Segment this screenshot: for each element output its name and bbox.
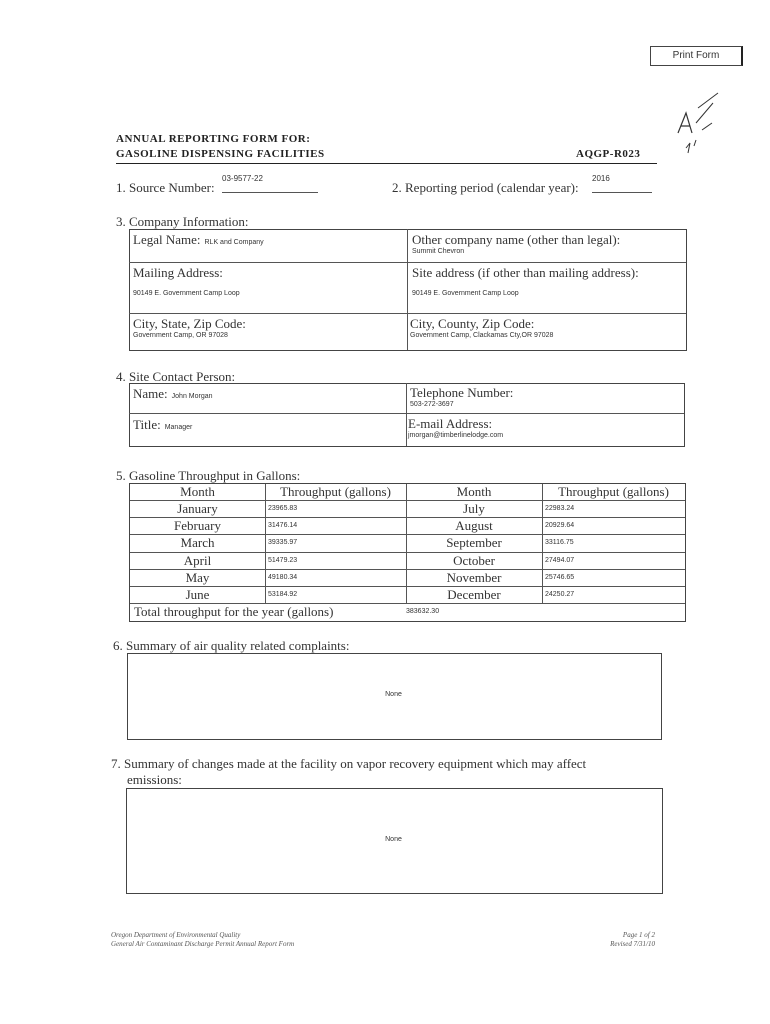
- changes-label-line1: 7. Summary of changes made at the facility on vapor recovery equipment which may affect: [111, 756, 587, 771]
- contact-title-label: Title:: [133, 417, 161, 432]
- table-value-cell[interactable]: 53184.92: [268, 591, 298, 598]
- other-name-value: Summit Chevron: [412, 248, 465, 255]
- complaints-label: 6. Summary of air quality related complaints:: [113, 638, 350, 653]
- print-form-button[interactable]: Print Form: [650, 46, 743, 66]
- telephone-field[interactable]: [410, 385, 680, 411]
- form-title-line2: GASOLINE DISPENSING FACILITIES: [116, 148, 325, 160]
- footer-revised: Revised 7/31/10: [610, 940, 655, 948]
- telephone-value: 503-272-3697: [410, 401, 454, 408]
- throughput-table: [129, 483, 686, 622]
- email-value: jmorgan@timberlinelodge.com: [408, 432, 504, 439]
- city-state-zip-value: Government Camp, OR 97028: [133, 332, 228, 339]
- table-value-cell[interactable]: 49180.34: [268, 573, 298, 581]
- source-number-field[interactable]: [222, 174, 318, 193]
- footer-agency: Oregon Department of Environmental Quality: [111, 931, 241, 939]
- contact-name-field[interactable]: [133, 385, 401, 411]
- table-month-cell: August: [455, 518, 493, 534]
- contact-name-value: John Morgan: [171, 393, 213, 400]
- site-address-value: 90149 E. Government Camp Loop: [412, 290, 519, 297]
- city-county-zip-value: Government Camp, Clackamas Cty,OR 97028: [410, 332, 554, 339]
- table-value-cell[interactable]: 25746.65: [545, 573, 575, 581]
- table-value-cell[interactable]: 20929.64: [545, 522, 575, 530]
- reporting-period-field[interactable]: [592, 174, 652, 193]
- table-value-cell[interactable]: 22983.24: [545, 505, 575, 512]
- email-label: E-mail Address:: [408, 416, 493, 431]
- source-number-label: 1. Source Number:: [116, 180, 215, 195]
- footer-form-name: General Air Contaminant Discharge Permit Annual Report Form: [111, 940, 295, 948]
- legal-name-value: RLK and Company: [204, 239, 264, 246]
- table-value-cell[interactable]: 23965.83: [268, 505, 298, 512]
- city-state-zip-field[interactable]: [133, 316, 403, 348]
- site-address-label: Site address (if other than mailing address):: [412, 265, 639, 280]
- table-month-cell: February: [174, 518, 221, 534]
- table-header-throughput: Throughput (gallons): [558, 484, 669, 499]
- changes-label-line2: emissions:: [127, 772, 182, 787]
- reporting-period-value: 2016: [592, 174, 610, 183]
- legal-name-label: Legal Name:: [133, 232, 201, 247]
- footer-page: Page 1 of 2: [622, 931, 655, 939]
- table-value-cell[interactable]: 33116.75: [545, 539, 574, 547]
- throughput-label: 5. Gasoline Throughput in Gallons:: [116, 468, 301, 483]
- contact-name-label: Name:: [133, 386, 168, 401]
- table-month-cell: June: [185, 587, 210, 602]
- contact-title-field[interactable]: [133, 416, 401, 442]
- table-header-month: Month: [456, 484, 492, 499]
- legal-name-field[interactable]: [133, 231, 403, 261]
- city-county-zip-label: City, County, Zip Code:: [410, 316, 535, 331]
- city-county-zip-field[interactable]: [410, 316, 682, 348]
- other-name-label: Other company name (other than legal):: [412, 232, 621, 247]
- source-number-value: 03-9577-22: [222, 174, 263, 183]
- total-throughput-label: Total throughput for the year (gallons): [134, 604, 334, 620]
- table-header-throughput: Throughput (gallons): [280, 484, 391, 499]
- email-field[interactable]: [408, 416, 680, 442]
- table-month-cell: March: [180, 535, 215, 551]
- reporting-period-label: 2. Reporting period (calendar year):: [392, 180, 579, 195]
- mailing-address-value: 90149 E. Government Camp Loop: [133, 290, 240, 297]
- table-month-cell: April: [183, 552, 212, 568]
- city-state-zip-label: City, State, Zip Code:: [133, 316, 246, 331]
- total-throughput-value[interactable]: 383632.30: [406, 608, 440, 616]
- table-value-cell[interactable]: 39335.97: [268, 539, 298, 547]
- site-address-field[interactable]: [412, 265, 682, 310]
- table-value-cell[interactable]: 24250.27: [545, 591, 575, 598]
- mailing-address-label: Mailing Address:: [133, 265, 223, 280]
- table-month-cell: November: [446, 569, 502, 585]
- other-name-field[interactable]: [412, 232, 682, 262]
- company-info-label: 3. Company Information:: [116, 214, 249, 229]
- mailing-address-field[interactable]: [133, 265, 403, 310]
- handwritten-mark: [668, 88, 728, 163]
- form-title-line1: ANNUAL REPORTING FORM FOR:: [116, 133, 311, 145]
- table-month-cell: July: [463, 501, 485, 516]
- complaints-value: None: [385, 691, 402, 698]
- table-value-cell[interactable]: 27494.07: [545, 556, 575, 564]
- table-header-month: Month: [180, 484, 215, 499]
- contact-title-value: Manager: [164, 424, 193, 431]
- form-code: AQGP-R023: [576, 148, 641, 160]
- table-value-cell[interactable]: 51479.23: [268, 556, 298, 564]
- table-month-cell: September: [446, 535, 502, 551]
- table-month-cell: December: [447, 587, 501, 602]
- changes-value: None: [385, 836, 402, 843]
- table-month-cell: October: [453, 552, 495, 568]
- table-month-cell: May: [185, 569, 210, 585]
- telephone-label: Telephone Number:: [410, 385, 514, 400]
- table-value-cell[interactable]: 31476.14: [268, 522, 298, 530]
- table-month-cell: January: [177, 501, 218, 516]
- site-contact-label: 4. Site Contact Person:: [116, 369, 236, 384]
